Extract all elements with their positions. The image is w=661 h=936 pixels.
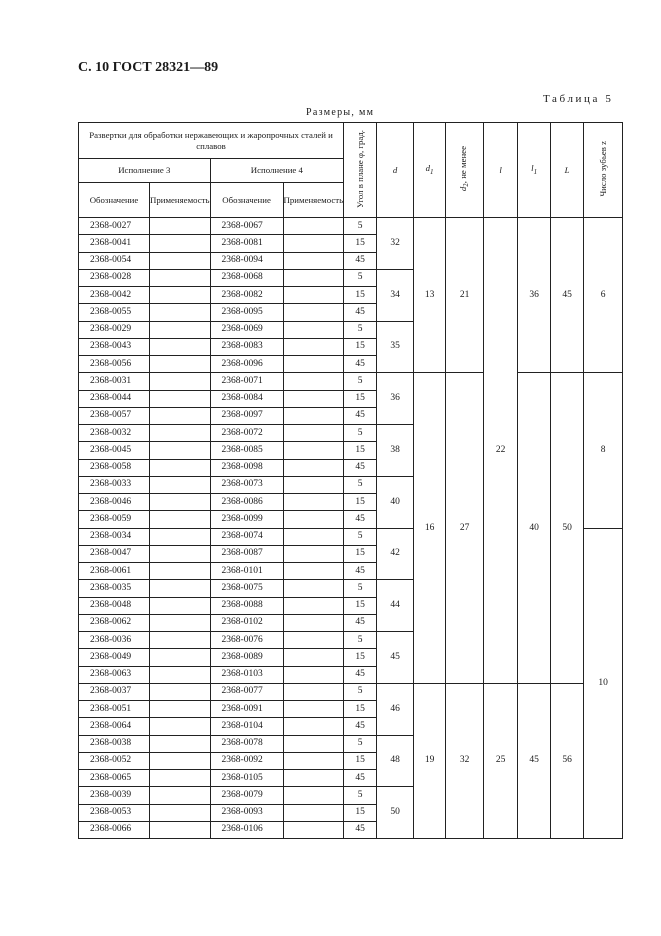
v3-applicability-cell — [150, 804, 211, 821]
angle-header — [344, 123, 377, 218]
v3-designation-cell: 2368-0049 — [79, 649, 150, 666]
v3-designation-cell: 2368-0055 — [79, 304, 150, 321]
v3-designation-cell: 2368-0031 — [79, 373, 150, 390]
teeth-header-text: Число зубьев z — [597, 140, 608, 197]
v4-designation-cell: 2368-0093 — [210, 804, 283, 821]
v4-applicability-cell — [283, 597, 344, 614]
v4-designation-header: Обозначение — [210, 183, 283, 218]
v3-applicability-cell — [150, 528, 211, 545]
v3-designation-cell: 2368-0058 — [79, 459, 150, 476]
v4-designation-cell: 2368-0071 — [210, 373, 283, 390]
v3-designation-cell: 2368-0061 — [79, 563, 150, 580]
angle-cell: 15 — [344, 752, 377, 769]
d-cell: 46 — [377, 683, 414, 735]
angle-cell: 5 — [344, 787, 377, 804]
v4-applicability-cell — [283, 356, 344, 373]
angle-cell: 5 — [344, 528, 377, 545]
angle-cell: 5 — [344, 218, 377, 235]
v3-designation-cell: 2368-0053 — [79, 804, 150, 821]
angle-cell: 45 — [344, 304, 377, 321]
v4-designation-cell: 2368-0074 — [210, 528, 283, 545]
v3-designation-cell: 2368-0039 — [79, 787, 150, 804]
v4-designation-cell: 2368-0102 — [210, 614, 283, 631]
v4-applicability-cell — [283, 563, 344, 580]
l-cell: 22 — [484, 218, 518, 684]
v3-applicability-cell — [150, 545, 211, 562]
v3-designation-cell: 2368-0062 — [79, 614, 150, 631]
v4-designation-cell: 2368-0101 — [210, 563, 283, 580]
d-cell: 50 — [377, 787, 414, 839]
v3-applicability-cell — [150, 770, 211, 787]
v4-designation-cell: 2368-0106 — [210, 821, 283, 838]
angle-cell: 45 — [344, 666, 377, 683]
v4-applicability-cell — [283, 528, 344, 545]
l-header — [484, 123, 518, 218]
table-label: Таблица 5 — [543, 93, 614, 105]
v4-designation-cell: 2368-0099 — [210, 511, 283, 528]
v3-designation-cell: 2368-0066 — [79, 821, 150, 838]
d-cell: 36 — [377, 373, 414, 425]
l-header-text: l — [499, 164, 502, 175]
v4-designation-cell: 2368-0077 — [210, 683, 283, 700]
v4-applicability-cell — [283, 321, 344, 338]
v3-designation-cell: 2368-0056 — [79, 356, 150, 373]
d2-header-sub: 2 — [461, 183, 470, 187]
angle-cell: 15 — [344, 390, 377, 407]
angle-cell: 5 — [344, 476, 377, 493]
v4-designation-cell: 2368-0079 — [210, 787, 283, 804]
group-header: Развертки для обработки нержавеющих и жаропрочных сталей и сплавов — [79, 123, 344, 159]
angle-cell: 45 — [344, 252, 377, 269]
v3-designation-cell: 2368-0059 — [79, 511, 150, 528]
d-header-text: d — [392, 164, 398, 175]
v4-applicability-cell — [283, 545, 344, 562]
v4-applicability-cell — [283, 821, 344, 838]
v3-designation-cell: 2368-0065 — [79, 770, 150, 787]
v4-designation-cell: 2368-0078 — [210, 735, 283, 752]
v4-designation-cell: 2368-0103 — [210, 666, 283, 683]
v3-designation-cell: 2368-0038 — [79, 735, 150, 752]
angle-cell: 5 — [344, 683, 377, 700]
angle-cell: 15 — [344, 338, 377, 355]
v4-designation-cell: 2368-0082 — [210, 287, 283, 304]
v3-designation-cell: 2368-0034 — [79, 528, 150, 545]
angle-header-text: Угол в плане φ, град. — [354, 129, 365, 208]
v4-applicability-cell — [283, 614, 344, 631]
v4-applicability-cell — [283, 338, 344, 355]
L-cell: 45 — [551, 218, 584, 373]
v4-designation-cell: 2368-0097 — [210, 407, 283, 424]
l1-cell: 40 — [518, 373, 551, 684]
v3-designation-cell: 2368-0029 — [79, 321, 150, 338]
L-header-text: L — [564, 164, 570, 175]
angle-cell: 15 — [344, 442, 377, 459]
l1-header-sub: 1 — [533, 167, 538, 176]
angle-cell: 45 — [344, 614, 377, 631]
v3-applicability-text: Применяемость — [150, 194, 210, 205]
d-cell: 34 — [377, 269, 414, 321]
v3-applicability-cell — [150, 563, 211, 580]
v3-designation-cell: 2368-0063 — [79, 666, 150, 683]
angle-cell: 45 — [344, 563, 377, 580]
angle-cell: 15 — [344, 701, 377, 718]
v3-applicability-cell — [150, 752, 211, 769]
d1-header — [414, 123, 446, 218]
v3-designation-cell: 2368-0036 — [79, 632, 150, 649]
angle-cell: 15 — [344, 494, 377, 511]
v4-designation-cell: 2368-0076 — [210, 632, 283, 649]
v4-applicability-cell — [283, 442, 344, 459]
v4-applicability-cell — [283, 390, 344, 407]
angle-cell: 45 — [344, 821, 377, 838]
v4-designation-cell: 2368-0073 — [210, 476, 283, 493]
v3-designation-cell: 2368-0028 — [79, 269, 150, 286]
d2-header-text: d — [457, 186, 468, 192]
v3-applicability-cell — [150, 649, 211, 666]
v4-applicability-cell — [283, 218, 344, 235]
page-header: С. 10 ГОСТ 28321—89 — [78, 60, 219, 75]
v3-applicability-cell — [150, 269, 211, 286]
v4-applicability-cell — [283, 666, 344, 683]
angle-cell: 5 — [344, 321, 377, 338]
teeth-cell: 6 — [584, 218, 623, 373]
v4-designation-cell: 2368-0081 — [210, 235, 283, 252]
d-cell: 40 — [377, 476, 414, 528]
d1-header-text: d — [425, 162, 431, 173]
d2-header-wrap — [458, 146, 472, 191]
angle-cell: 45 — [344, 718, 377, 735]
v4-applicability-cell — [283, 476, 344, 493]
v4-applicability-cell — [283, 770, 344, 787]
v3-applicability-cell — [150, 614, 211, 631]
v3-applicability-header — [150, 183, 211, 218]
v3-designation-cell: 2368-0047 — [79, 545, 150, 562]
v3-applicability-cell — [150, 304, 211, 321]
teeth-header — [584, 123, 623, 218]
v3-applicability-cell — [150, 338, 211, 355]
v3-applicability-cell — [150, 235, 211, 252]
v4-applicability-cell — [283, 269, 344, 286]
v3-applicability-cell — [150, 683, 211, 700]
v3-applicability-cell — [150, 390, 211, 407]
v4-applicability-cell — [283, 735, 344, 752]
v3-designation-cell: 2368-0057 — [79, 407, 150, 424]
v3-designation-cell: 2368-0054 — [79, 252, 150, 269]
v3-designation-cell: 2368-0064 — [79, 718, 150, 735]
d-cell: 48 — [377, 735, 414, 787]
v3-applicability-cell — [150, 718, 211, 735]
table-row — [79, 683, 623, 700]
v4-designation-cell: 2368-0083 — [210, 338, 283, 355]
v4-designation-cell: 2368-0069 — [210, 321, 283, 338]
v3-designation-cell: 2368-0032 — [79, 425, 150, 442]
v3-applicability-cell — [150, 321, 211, 338]
v4-designation-cell: 2368-0095 — [210, 304, 283, 321]
angle-cell: 15 — [344, 235, 377, 252]
v3-applicability-cell — [150, 821, 211, 838]
v3-applicability-cell — [150, 476, 211, 493]
v3-applicability-cell — [150, 511, 211, 528]
v3-designation-cell: 2368-0027 — [79, 218, 150, 235]
d2-cell: 21 — [446, 218, 484, 373]
v4-applicability-cell — [283, 407, 344, 424]
l-cell: 25 — [484, 683, 518, 838]
v3-applicability-cell — [150, 666, 211, 683]
angle-cell: 15 — [344, 597, 377, 614]
v4-applicability-cell — [283, 701, 344, 718]
v3-applicability-cell — [150, 425, 211, 442]
angle-cell: 45 — [344, 511, 377, 528]
v4-designation-cell: 2368-0067 — [210, 218, 283, 235]
d1-cell: 16 — [414, 373, 446, 684]
v3-applicability-cell — [150, 356, 211, 373]
v3-designation-cell: 2368-0041 — [79, 235, 150, 252]
v4-applicability-text: Применяемость — [283, 194, 344, 205]
angle-cell: 45 — [344, 407, 377, 424]
angle-cell: 5 — [344, 580, 377, 597]
variant4-header: Исполнение 4 — [210, 159, 344, 183]
v4-applicability-cell — [283, 632, 344, 649]
d-cell: 44 — [377, 580, 414, 632]
d2-header — [446, 123, 484, 218]
v3-designation-cell: 2368-0046 — [79, 494, 150, 511]
d1-cell: 13 — [414, 218, 446, 373]
angle-cell: 5 — [344, 632, 377, 649]
v3-applicability-cell — [150, 407, 211, 424]
v4-applicability-cell — [283, 287, 344, 304]
v3-applicability-cell — [150, 701, 211, 718]
v4-designation-cell: 2368-0091 — [210, 701, 283, 718]
v3-applicability-cell — [150, 252, 211, 269]
d1-header-sub: 1 — [430, 167, 434, 176]
v4-designation-cell: 2368-0087 — [210, 545, 283, 562]
v3-applicability-cell — [150, 787, 211, 804]
L-header — [551, 123, 584, 218]
v3-designation-header: Обозначение — [79, 183, 150, 218]
v4-applicability-cell — [283, 580, 344, 597]
angle-cell: 15 — [344, 804, 377, 821]
d2-header-suffix: , не менее — [457, 145, 468, 184]
v3-applicability-cell — [150, 373, 211, 390]
v3-applicability-cell — [150, 597, 211, 614]
d1-cell: 19 — [414, 683, 446, 838]
v3-applicability-cell — [150, 494, 211, 511]
v4-designation-cell: 2368-0092 — [210, 752, 283, 769]
v4-applicability-cell — [283, 235, 344, 252]
v4-applicability-header — [283, 183, 344, 218]
angle-cell: 45 — [344, 356, 377, 373]
angle-cell: 45 — [344, 770, 377, 787]
v3-designation-cell: 2368-0043 — [79, 338, 150, 355]
L-cell: 56 — [551, 683, 584, 838]
v4-applicability-cell — [283, 425, 344, 442]
v3-designation-cell: 2368-0044 — [79, 390, 150, 407]
d-header — [377, 123, 414, 218]
v4-applicability-cell — [283, 683, 344, 700]
v4-applicability-cell — [283, 804, 344, 821]
v3-designation-cell: 2368-0033 — [79, 476, 150, 493]
v3-applicability-cell — [150, 218, 211, 235]
v3-designation-cell: 2368-0048 — [79, 597, 150, 614]
v3-designation-cell: 2368-0037 — [79, 683, 150, 700]
v4-designation-cell: 2368-0089 — [210, 649, 283, 666]
v4-designation-cell: 2368-0086 — [210, 494, 283, 511]
v3-applicability-cell — [150, 735, 211, 752]
v4-applicability-cell — [283, 718, 344, 735]
v3-applicability-cell — [150, 632, 211, 649]
teeth-cell: 10 — [584, 528, 623, 839]
v4-designation-cell: 2368-0084 — [210, 390, 283, 407]
angle-cell: 5 — [344, 425, 377, 442]
dimensions-table — [78, 122, 623, 839]
teeth-cell: 8 — [584, 373, 623, 528]
d-cell: 35 — [377, 321, 414, 373]
L-cell: 50 — [551, 373, 584, 684]
d2-cell: 27 — [446, 373, 484, 684]
v4-designation-cell: 2368-0068 — [210, 269, 283, 286]
v4-applicability-cell — [283, 511, 344, 528]
v4-designation-cell: 2368-0104 — [210, 718, 283, 735]
angle-cell: 5 — [344, 269, 377, 286]
v4-designation-cell: 2368-0096 — [210, 356, 283, 373]
v3-applicability-cell — [150, 287, 211, 304]
v3-designation-cell: 2368-0052 — [79, 752, 150, 769]
variant3-header: Исполнение 3 — [79, 159, 211, 183]
v4-applicability-cell — [283, 649, 344, 666]
d-cell: 32 — [377, 218, 414, 270]
v4-designation-cell: 2368-0094 — [210, 252, 283, 269]
v4-applicability-cell — [283, 494, 344, 511]
v4-applicability-cell — [283, 459, 344, 476]
v3-applicability-cell — [150, 459, 211, 476]
v4-applicability-cell — [283, 252, 344, 269]
table-row — [79, 218, 623, 235]
v4-designation-cell: 2368-0085 — [210, 442, 283, 459]
table-row — [79, 373, 623, 390]
v3-applicability-cell — [150, 580, 211, 597]
sizes-label: Размеры, мм — [306, 107, 375, 118]
v4-applicability-cell — [283, 752, 344, 769]
v3-designation-cell: 2368-0045 — [79, 442, 150, 459]
v4-designation-cell: 2368-0088 — [210, 597, 283, 614]
v4-designation-cell: 2368-0098 — [210, 459, 283, 476]
l1-header-text: l — [531, 162, 534, 173]
v3-applicability-cell — [150, 442, 211, 459]
d-cell: 42 — [377, 528, 414, 580]
v3-designation-cell: 2368-0042 — [79, 287, 150, 304]
d-cell: 38 — [377, 425, 414, 477]
l1-header — [518, 123, 551, 218]
l1-cell: 36 — [518, 218, 551, 373]
angle-cell: 15 — [344, 545, 377, 562]
v4-applicability-cell — [283, 304, 344, 321]
angle-cell: 45 — [344, 459, 377, 476]
angle-cell: 15 — [344, 287, 377, 304]
angle-cell: 15 — [344, 649, 377, 666]
v4-designation-cell: 2368-0105 — [210, 770, 283, 787]
angle-cell: 5 — [344, 373, 377, 390]
angle-cell: 5 — [344, 735, 377, 752]
d-cell: 45 — [377, 632, 414, 684]
v4-applicability-cell — [283, 373, 344, 390]
v3-designation-cell: 2368-0035 — [79, 580, 150, 597]
v4-designation-cell: 2368-0075 — [210, 580, 283, 597]
d2-cell: 32 — [446, 683, 484, 838]
v4-applicability-cell — [283, 787, 344, 804]
l1-cell: 45 — [518, 683, 551, 838]
v4-designation-cell: 2368-0072 — [210, 425, 283, 442]
v3-designation-cell: 2368-0051 — [79, 701, 150, 718]
